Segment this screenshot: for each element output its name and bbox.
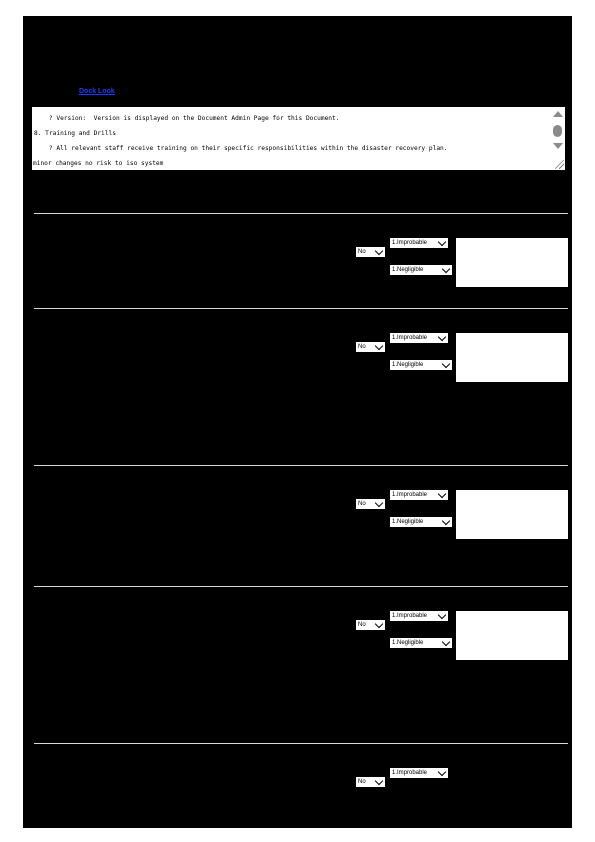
select-value: No bbox=[358, 249, 366, 255]
chevron-down-icon bbox=[375, 499, 383, 507]
document-panel bbox=[23, 16, 572, 828]
content-line: minor changes no risk to iso system bbox=[33, 160, 164, 167]
severity-select[interactable] bbox=[390, 265, 452, 275]
content-line: ? Version: Version is displayed on the Document Admin Page for this Document. bbox=[34, 115, 340, 122]
severity-select[interactable] bbox=[390, 517, 452, 527]
chevron-down-icon bbox=[438, 768, 446, 776]
row-divider bbox=[34, 743, 568, 744]
select-value: No bbox=[358, 501, 366, 507]
probability-select[interactable] bbox=[390, 333, 448, 343]
yes-no-select[interactable] bbox=[356, 620, 385, 630]
chevron-down-icon bbox=[375, 620, 383, 628]
chevron-down-icon bbox=[438, 490, 446, 498]
select-value: 1.Improbable bbox=[392, 335, 428, 341]
yes-no-select[interactable] bbox=[356, 247, 385, 257]
select-value: 1.Negligible bbox=[392, 267, 424, 273]
select-value: No bbox=[358, 622, 366, 628]
chevron-down-icon bbox=[438, 611, 446, 619]
resize-grip-icon[interactable] bbox=[555, 160, 564, 169]
severity-select[interactable] bbox=[390, 360, 452, 370]
yes-no-select[interactable] bbox=[356, 499, 385, 509]
chevron-down-icon bbox=[442, 517, 450, 525]
select-value: No bbox=[358, 779, 366, 785]
scrollbar-thumb[interactable] bbox=[553, 125, 562, 137]
select-value: 1.Negligible bbox=[392, 519, 424, 525]
content-line: ? All relevant staff receive training on their specific responsibilities within the disaster recovery plan. bbox=[34, 145, 448, 152]
select-value: 1.Improbable bbox=[392, 770, 428, 776]
dock-look-link[interactable]: Dock Look bbox=[79, 88, 115, 95]
probability-select[interactable] bbox=[390, 611, 448, 621]
severity-select[interactable] bbox=[390, 638, 452, 648]
select-value: No bbox=[358, 344, 366, 350]
select-value: 1.Improbable bbox=[392, 240, 428, 246]
notes-textarea[interactable] bbox=[456, 611, 568, 660]
chevron-down-icon bbox=[442, 638, 450, 646]
row-divider bbox=[34, 213, 568, 214]
chevron-down-icon bbox=[442, 360, 450, 368]
probability-select[interactable] bbox=[390, 238, 448, 248]
vertical-scrollbar[interactable] bbox=[550, 107, 565, 170]
content-textarea[interactable] bbox=[32, 107, 565, 170]
chevron-down-icon bbox=[375, 247, 383, 255]
row-divider bbox=[34, 586, 568, 587]
row-divider bbox=[34, 465, 568, 466]
probability-select[interactable] bbox=[390, 768, 448, 778]
select-value: 1.Improbable bbox=[392, 492, 428, 498]
yes-no-select[interactable] bbox=[356, 342, 385, 352]
notes-textarea[interactable] bbox=[456, 238, 568, 287]
chevron-down-icon bbox=[438, 333, 446, 341]
row-divider bbox=[34, 308, 568, 309]
probability-select[interactable] bbox=[390, 490, 448, 500]
chevron-down-icon bbox=[438, 238, 446, 246]
select-value: 1.Negligible bbox=[392, 640, 424, 646]
content-line: 8. Training and Drills bbox=[34, 130, 116, 137]
yes-no-select[interactable] bbox=[356, 777, 385, 787]
chevron-down-icon bbox=[442, 265, 450, 273]
triangle-down-icon[interactable] bbox=[553, 143, 563, 149]
select-value: 1.Negligible bbox=[392, 362, 424, 368]
chevron-down-icon bbox=[375, 777, 383, 785]
notes-textarea[interactable] bbox=[456, 333, 568, 382]
triangle-up-icon[interactable] bbox=[553, 111, 563, 117]
chevron-down-icon bbox=[375, 342, 383, 350]
notes-textarea[interactable] bbox=[456, 490, 568, 539]
select-value: 1.Improbable bbox=[392, 613, 428, 619]
